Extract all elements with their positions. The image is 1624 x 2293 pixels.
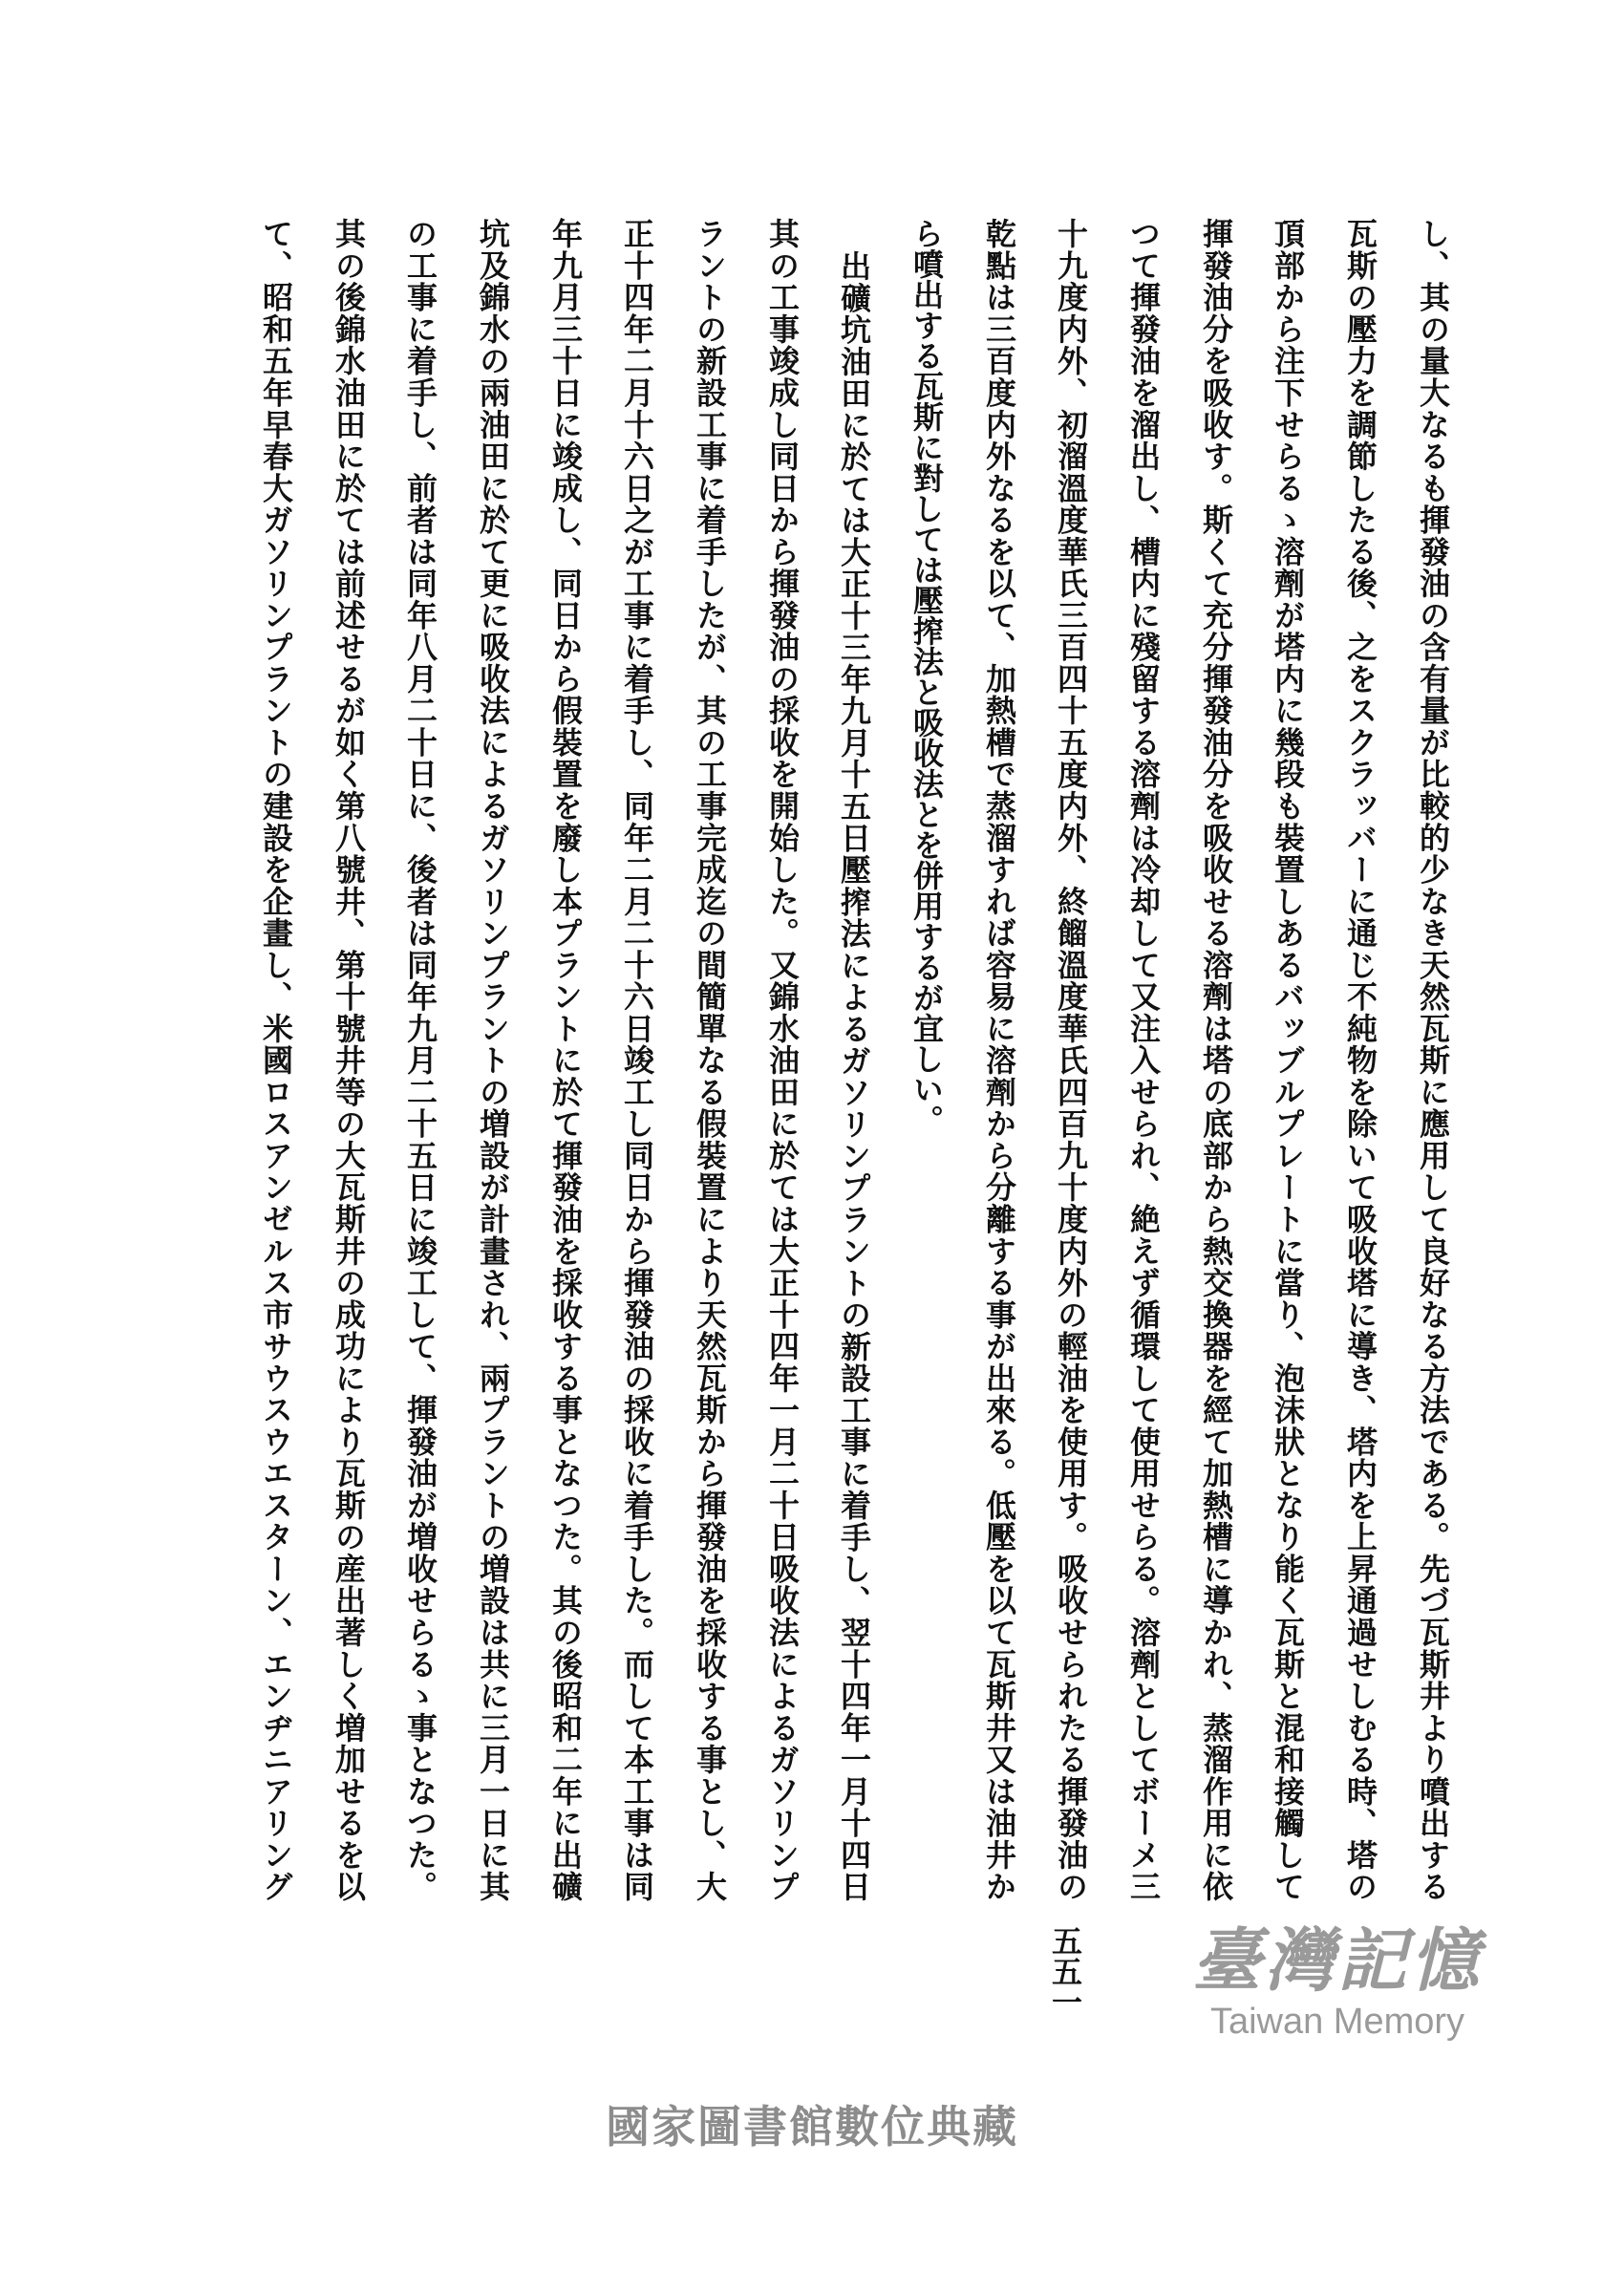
text-column-13: 年九月三十日に竣成し、同日から假裝置を廢し本プラントに於て揮發油を採收する事となつた。其の後昭和二年に出礦 <box>547 218 584 1902</box>
text-column-14: 坑及錦水の兩油田に於て更に吸收法によるガソリンプラントの増設が計畫され、兩プラントの増設は共に三月一日に其 <box>475 218 511 1902</box>
text-column-3: 頂部から注下せらるゝ溶劑が塔内に幾段も裝置しあるバッブルプレートに當り、泡沫狀となり能く瓦斯と混和接觸して <box>1270 218 1306 1902</box>
text-column-10: 其の工事竣成し同日から揮發油の採收を開始した。又錦水油田に於ては大正十四年一月二十日吸收法によるガソリンプ <box>764 218 801 1901</box>
text-column-12: 正十四年二月十六日之が工事に着手し、同年二月二十六日竣工し同日から揮發油の採收に着手した。而して本工事は同 <box>619 218 655 1902</box>
text-column-7: 乾點は三百度内外なるを以て、加熱槽で蒸溜すれば容易に溶劑から分離する事が出來る。低壓を以て瓦斯井又は油井か <box>981 218 1017 1902</box>
text-column-2: 瓦斯の壓力を調節したる後、之をスクラッバーに通じ不純物を除いて吸收塔に導き、塔内を上昇通過せしむる時、塔の <box>1342 218 1378 1901</box>
watermark-logo <box>1137 1920 1538 2043</box>
watermark-text-en: Taiwan Memory <box>1209 2002 1465 2042</box>
text-column-8: ら噴出する瓦斯に對しては壓搾法と吸收法とを併用するが宜しい。 <box>908 218 945 1135</box>
text-column-15: の工事に着手し、前者は同年八月二十日に、後者は同年九月二十五日に竣工して、揮發油が増收せらるゝ事となつた。 <box>402 218 438 1901</box>
text-column-11: ラントの新設工事に着手したが、其の工事完成迄の間簡單なる假裝置により天然瓦斯から揮發油を採收する事とし、大 <box>692 218 728 1901</box>
page-number: 五五一 <box>1047 1925 1083 2017</box>
text-column-9: 出礦坑油田に於ては大正十三年九月十五日壓搾法によるガソリンプラントの新設工事に着手し、翌十四年一月十四日 <box>836 250 872 1901</box>
text-column-6: 十九度内外、初溜溫度華氏三百四十五度内外、終餾溫度華氏四百九十度内外の輕油を使用す。吸收せられたる揮發油の <box>1053 218 1089 1901</box>
text-column-5: つて揮發油を溜出し、槽内に殘留する溶劑は冷却して又注入せられ、絶えず循環して使用せらる。溶劑としてボーメ三 <box>1125 218 1162 1901</box>
footer-archive-label: 國家圖書館數位典藏 <box>606 2101 1018 2153</box>
text-column-1: し、其の量大なるも揮發油の含有量が比較的少なき天然瓦斯に應用して良好なる方法である。先づ瓦斯井より噴出する <box>1415 218 1451 1901</box>
text-column-17: て、昭和五年早春大ガソリンプラントの建設を企畫し、米國ロスアンゼルス市サウスウエスターン、エンヂニアリング <box>258 218 294 1901</box>
text-column-16: 其の後錦水油田に於ては前述せるが如く第八號井、第十號井等の大瓦斯井の成功により瓦斯の産出著しく増加せるを以 <box>331 218 367 1901</box>
watermark-text-cn: 臺灣記憶 <box>1191 1919 1483 2001</box>
text-column-4: 揮發油分を吸收す。斯くて充分揮發油分を吸收せる溶劑は塔の底部から熱交換器を經て加熱槽に導かれ、蒸溜作用に依 <box>1198 218 1234 1902</box>
